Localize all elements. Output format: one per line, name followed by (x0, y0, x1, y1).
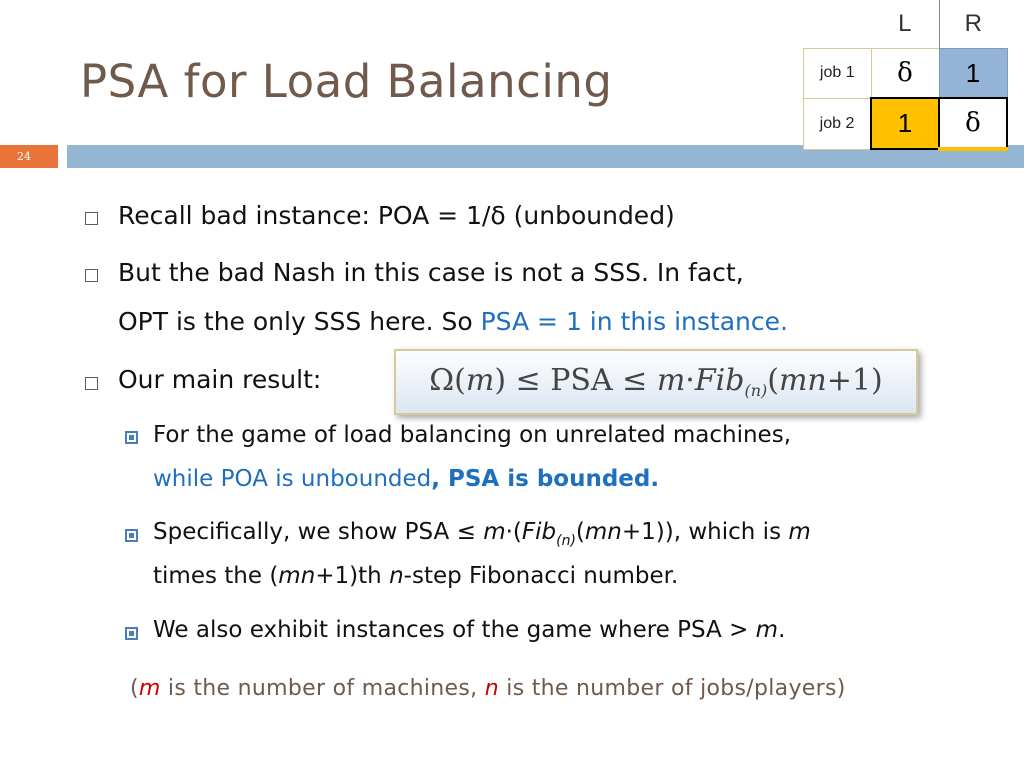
spec2-text-b: +1)th (315, 563, 390, 589)
slide-title: PSA for Load Balancing (80, 55, 613, 108)
cell-job2-l: 1 (871, 98, 939, 149)
sub-bullet-marker (125, 431, 138, 444)
sub-bullet-exhibit (153, 617, 785, 643)
sub-bullet-load-balancing-line2 (153, 466, 659, 492)
bullet-marker (85, 212, 98, 225)
spec-sub: (n) (556, 533, 576, 549)
spec-mn: mn (584, 519, 622, 545)
sub-bullet-marker (125, 627, 138, 640)
spec2-n: n (389, 563, 404, 589)
spec2-text: times the ( (153, 563, 279, 589)
formula-m: m (465, 363, 495, 398)
exhibit-end: . (778, 617, 786, 643)
formula-paren: ( (767, 363, 779, 398)
sub-bullet-marker (125, 529, 138, 542)
spec-text: Specifically, we show PSA ≤ (153, 519, 484, 545)
sub-bullet-specifically-line2 (153, 563, 678, 589)
row-header-job2: job 2 (804, 98, 872, 149)
exhibit-m: m (755, 617, 779, 643)
psa-bounded-text: , PSA is bounded. (431, 466, 660, 492)
formula-m2: m (656, 363, 686, 398)
main-result-formula (394, 349, 918, 415)
formula-fib: Fib (694, 363, 745, 398)
spec2-text-c: -step Fibonacci number. (403, 563, 679, 589)
formula-dot: · (685, 363, 695, 398)
bullet-bad-nash-line2 (118, 307, 788, 336)
sub-bullet-load-balancing-line1: For the game of load balancing on unrelated machines, (153, 422, 792, 448)
bullet-bad-nash-text: OPT is the only SSS here. So (118, 307, 481, 336)
bullet-marker (85, 269, 98, 282)
bullet-recall: Recall bad instance: POA = 1/δ (unbounded) (118, 201, 675, 230)
formula-sub: (n) (744, 381, 768, 400)
bullet-main-result: Our main result: (118, 365, 322, 394)
formula-omega: Ω( (429, 363, 466, 398)
footnote-n: n (484, 676, 499, 701)
game-table (803, 0, 1008, 151)
col-header-l: L (871, 0, 939, 49)
formula-psa: ) ≤ PSA ≤ (494, 363, 657, 398)
row-header-job1: job 1 (804, 49, 872, 99)
cell-job1-r: 1 (939, 49, 1007, 99)
cell-job1-l: δ (871, 49, 939, 99)
footnote-m: m (138, 676, 161, 701)
spec-m2: m (788, 519, 811, 545)
spec-rest: +1)), which is (621, 519, 789, 545)
spec-paren: ( (575, 519, 585, 545)
spec-dot: ·( (505, 519, 522, 545)
bullet-bad-nash-line1: But the bad Nash in this case is not a SSS. In fact, (118, 258, 744, 287)
poa-unbounded-text: while POA is unbounded (153, 466, 432, 492)
psa-equals-one: PSA = 1 in this instance. (480, 307, 788, 336)
sub-bullet-specifically-line1 (153, 519, 811, 549)
formula-mn: mn (778, 363, 827, 398)
footnote (130, 676, 846, 701)
cell-job2-r: δ (939, 98, 1007, 149)
spec2-mn: mn (278, 563, 316, 589)
footnote-open: ( (130, 676, 139, 701)
col-header-r: R (939, 0, 1007, 49)
formula-plus-one: +1) (826, 363, 883, 398)
spec-fib: Fib (521, 519, 557, 545)
spec-m: m (483, 519, 506, 545)
table-corner (804, 0, 872, 49)
exhibit-text: We also exhibit instances of the game where PSA > (153, 617, 756, 643)
footnote-text1: is the number of machines, (160, 676, 485, 701)
footnote-text2: is the number of jobs/players) (498, 676, 846, 701)
slide-number: 24 (17, 150, 31, 163)
bullet-marker (85, 377, 98, 390)
